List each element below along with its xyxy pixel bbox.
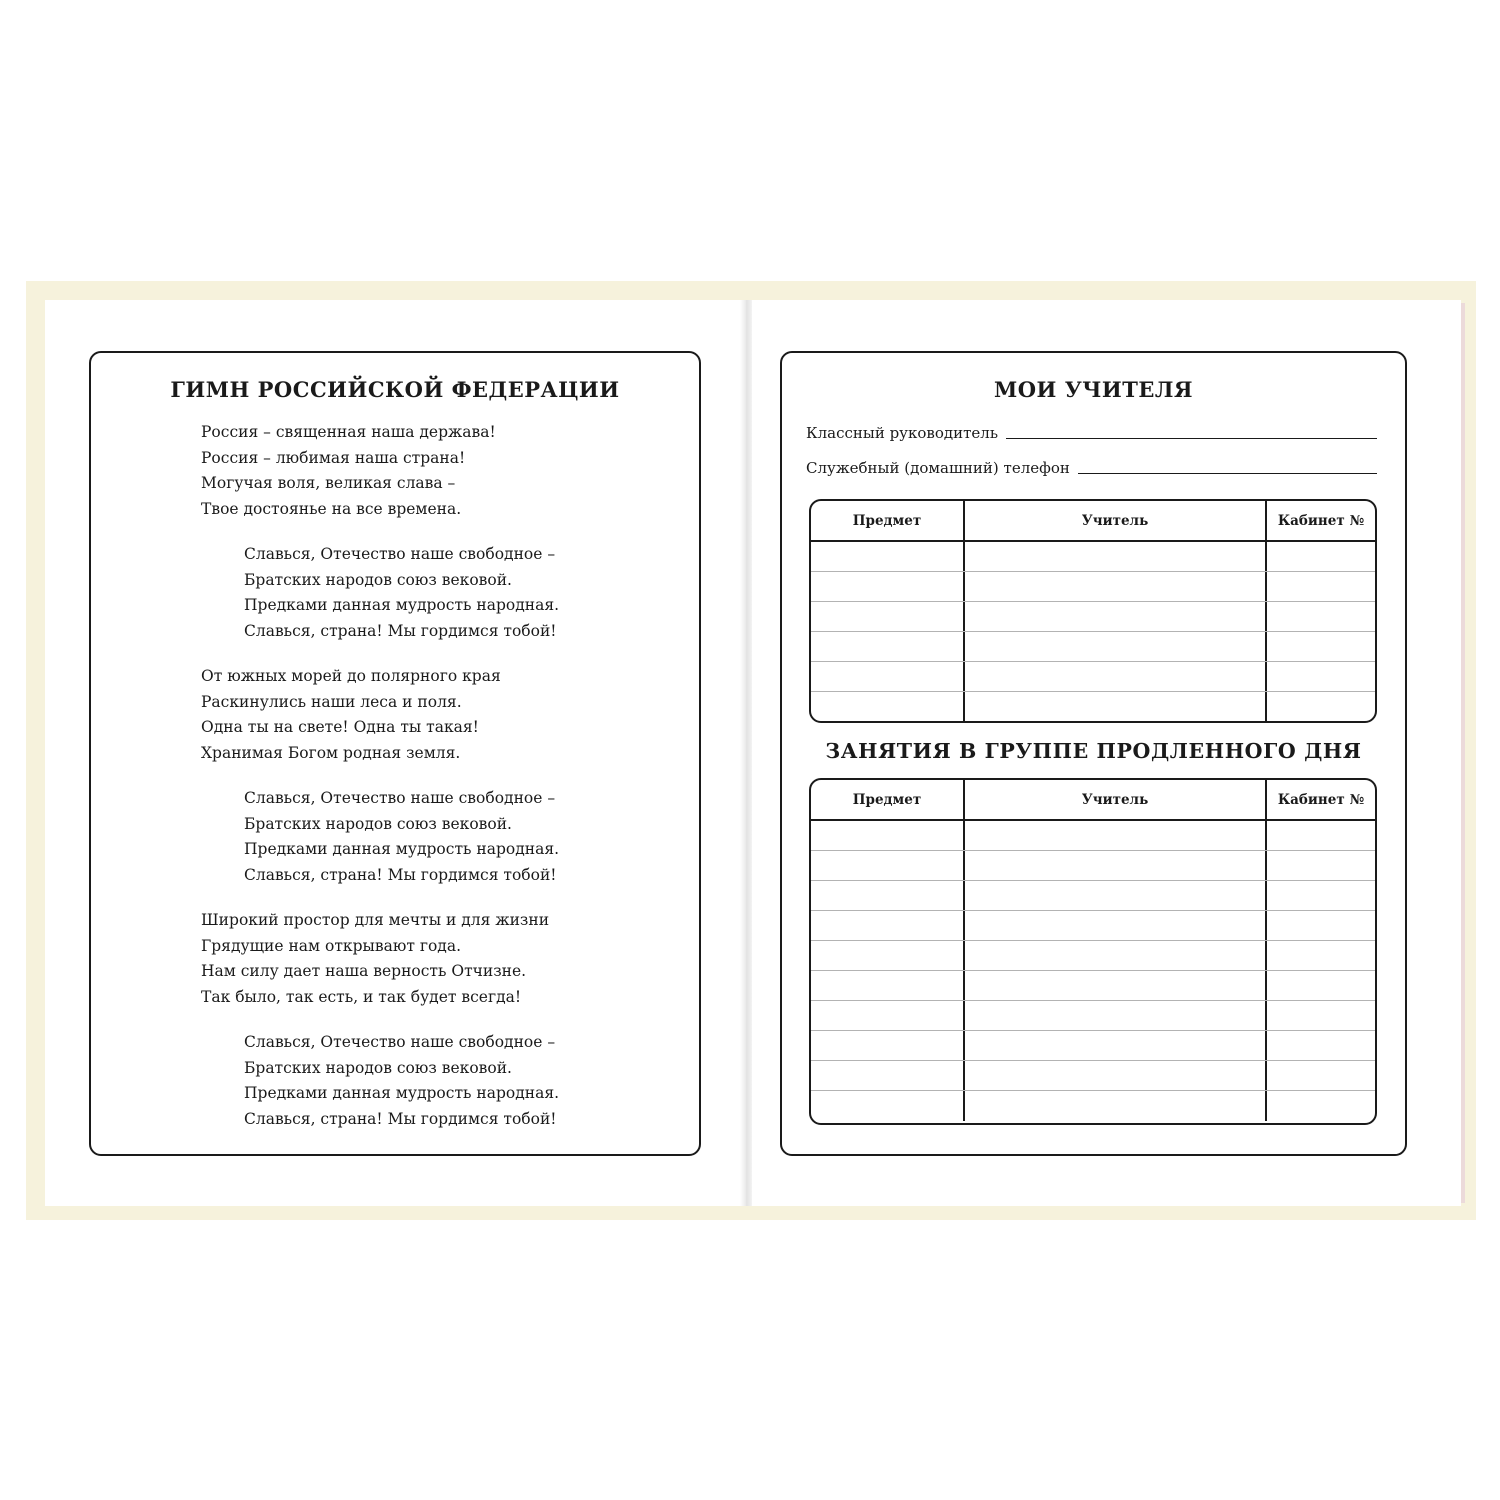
anthem-line: Славься, Отечество наше свободное – bbox=[244, 545, 556, 563]
anthem-line: Предками данная мудрость народная. bbox=[244, 1084, 560, 1102]
anthem-line: Раскинулись наши леса и поля. bbox=[201, 692, 462, 711]
header-room: Кабинет № bbox=[1277, 512, 1365, 529]
teacher-cell[interactable] bbox=[965, 632, 1267, 661]
anthem-line: Предками данная мудрость народная. bbox=[244, 596, 560, 614]
anthem-stanza bbox=[201, 420, 496, 522]
teachers-title: МОИ УЧИТЕЛЯ bbox=[994, 377, 1193, 402]
anthem-line: Братских народов союз вековой. bbox=[244, 1058, 512, 1077]
subject-cell[interactable] bbox=[811, 662, 965, 691]
header-subject: Предмет bbox=[811, 501, 965, 540]
teacher-cell[interactable] bbox=[965, 1031, 1267, 1060]
subject-cell[interactable] bbox=[811, 602, 965, 631]
extended-day-table bbox=[809, 778, 1377, 1125]
room-cell[interactable] bbox=[1267, 662, 1375, 691]
anthem-title: ГИМН РОССИЙСКОЙ ФЕДЕРАЦИИ bbox=[170, 377, 620, 402]
room-cell[interactable] bbox=[1267, 911, 1375, 940]
phone-field bbox=[806, 459, 1377, 477]
anthem-line: Нам силу дает наша верность Отчизне. bbox=[201, 962, 527, 980]
anthem-line: Так было, так есть, и так будет всегда! bbox=[201, 987, 522, 1006]
table-row bbox=[811, 1031, 1375, 1061]
anthem-stanza bbox=[201, 908, 549, 1010]
anthem-chorus bbox=[244, 542, 559, 644]
anthem-line: Славься, страна! Мы гордимся тобой! bbox=[244, 1109, 557, 1128]
anthem-line: Широкий простор для мечты и для жизни bbox=[201, 911, 550, 929]
teacher-cell[interactable] bbox=[965, 821, 1267, 850]
notebook-spine bbox=[740, 300, 752, 1206]
room-cell[interactable] bbox=[1267, 602, 1375, 631]
table-row bbox=[811, 971, 1375, 1001]
table-row bbox=[811, 941, 1375, 971]
teacher-cell[interactable] bbox=[965, 662, 1267, 691]
anthem-line: Одна ты на свете! Одна ты такая! bbox=[201, 718, 479, 736]
table-row bbox=[811, 1091, 1375, 1121]
header-teacher: Учитель bbox=[965, 780, 1267, 819]
subject-cell[interactable] bbox=[811, 1091, 965, 1121]
anthem-line: Могучая воля, великая слава – bbox=[201, 474, 456, 492]
teacher-cell[interactable] bbox=[965, 542, 1267, 571]
anthem-line: Славься, страна! Мы гордимся тобой! bbox=[244, 865, 557, 884]
phone-label: Служебный (домашний) телефон bbox=[806, 459, 1070, 477]
teacher-cell[interactable] bbox=[965, 692, 1267, 722]
header-room: Кабинет № bbox=[1277, 791, 1365, 808]
table-row bbox=[811, 851, 1375, 881]
table-header bbox=[811, 780, 1375, 821]
room-cell[interactable] bbox=[1267, 881, 1375, 910]
table-body bbox=[811, 542, 1375, 722]
anthem-line: Славься, Отечество наше свободное – bbox=[244, 789, 556, 807]
class-teacher-label: Классный руководитель bbox=[806, 424, 998, 442]
table-row bbox=[811, 632, 1375, 662]
room-cell[interactable] bbox=[1267, 1061, 1375, 1090]
teacher-cell[interactable] bbox=[965, 971, 1267, 1000]
subject-cell[interactable] bbox=[811, 632, 965, 661]
teacher-cell[interactable] bbox=[965, 602, 1267, 631]
teachers-table bbox=[809, 499, 1377, 723]
table-row bbox=[811, 572, 1375, 602]
teacher-cell[interactable] bbox=[965, 1001, 1267, 1030]
class-teacher-field bbox=[806, 424, 1377, 442]
subject-cell[interactable] bbox=[811, 941, 965, 970]
room-cell[interactable] bbox=[1267, 1001, 1375, 1030]
anthem-line: Славься, Отечество наше свободное – bbox=[244, 1033, 556, 1051]
teacher-cell[interactable] bbox=[965, 911, 1267, 940]
subject-cell[interactable] bbox=[811, 1031, 965, 1060]
teacher-cell[interactable] bbox=[965, 572, 1267, 601]
table-row bbox=[811, 911, 1375, 941]
anthem-line: Хранимая Богом родная земля. bbox=[201, 743, 461, 762]
subject-cell[interactable] bbox=[811, 821, 965, 850]
room-cell[interactable] bbox=[1267, 821, 1375, 850]
subject-cell[interactable] bbox=[811, 1061, 965, 1090]
subject-cell[interactable] bbox=[811, 572, 965, 601]
table-row bbox=[811, 821, 1375, 851]
class-teacher-input[interactable] bbox=[1006, 437, 1377, 439]
anthem-line: Грядущие нам открывают года. bbox=[201, 936, 462, 955]
table-row bbox=[811, 662, 1375, 692]
anthem-line: Братских народов союз вековой. bbox=[244, 814, 512, 833]
teacher-cell[interactable] bbox=[965, 881, 1267, 910]
anthem-line: Россия – священная наша держава! bbox=[201, 423, 496, 441]
table-row bbox=[811, 542, 1375, 572]
header-teacher: Учитель bbox=[965, 501, 1267, 540]
phone-input[interactable] bbox=[1078, 472, 1377, 474]
anthem-line: Славься, страна! Мы гордимся тобой! bbox=[244, 621, 557, 640]
header-subject: Предмет bbox=[811, 780, 965, 819]
table-row bbox=[811, 1061, 1375, 1091]
teacher-cell[interactable] bbox=[965, 1091, 1267, 1121]
table-row bbox=[811, 881, 1375, 911]
room-cell[interactable] bbox=[1267, 1031, 1375, 1060]
teacher-cell[interactable] bbox=[965, 851, 1267, 880]
room-cell[interactable] bbox=[1267, 632, 1375, 661]
anthem-line: Братских народов союз вековой. bbox=[244, 570, 512, 589]
anthem-line: Твое достоянье на все времена. bbox=[201, 499, 462, 518]
anthem-line: Предками данная мудрость народная. bbox=[244, 840, 560, 858]
subject-cell[interactable] bbox=[811, 881, 965, 910]
room-cell[interactable] bbox=[1267, 1091, 1375, 1121]
subject-cell[interactable] bbox=[811, 971, 965, 1000]
teacher-cell[interactable] bbox=[965, 1061, 1267, 1090]
anthem-line: Россия – любимая наша страна! bbox=[201, 448, 466, 467]
extended-day-title: ЗАНЯТИЯ В ГРУППЕ ПРОДЛЕННОГО ДНЯ bbox=[825, 739, 1362, 763]
room-cell[interactable] bbox=[1267, 971, 1375, 1000]
page-edge bbox=[1461, 303, 1465, 1203]
table-row bbox=[811, 1001, 1375, 1031]
table-row bbox=[811, 692, 1375, 722]
anthem-chorus bbox=[244, 786, 559, 888]
teacher-cell[interactable] bbox=[965, 941, 1267, 970]
table-body bbox=[811, 821, 1375, 1121]
room-cell[interactable] bbox=[1267, 851, 1375, 880]
room-cell[interactable] bbox=[1267, 542, 1375, 571]
subject-cell[interactable] bbox=[811, 692, 965, 722]
room-cell[interactable] bbox=[1267, 941, 1375, 970]
table-header bbox=[811, 501, 1375, 542]
subject-cell[interactable] bbox=[811, 1001, 965, 1030]
subject-cell[interactable] bbox=[811, 851, 965, 880]
subject-cell[interactable] bbox=[811, 542, 965, 571]
anthem-stanza bbox=[201, 664, 501, 766]
table-row bbox=[811, 602, 1375, 632]
room-cell[interactable] bbox=[1267, 572, 1375, 601]
anthem-chorus bbox=[244, 1030, 559, 1132]
room-cell[interactable] bbox=[1267, 692, 1375, 722]
anthem-line: От южных морей до полярного края bbox=[201, 667, 501, 685]
subject-cell[interactable] bbox=[811, 911, 965, 940]
